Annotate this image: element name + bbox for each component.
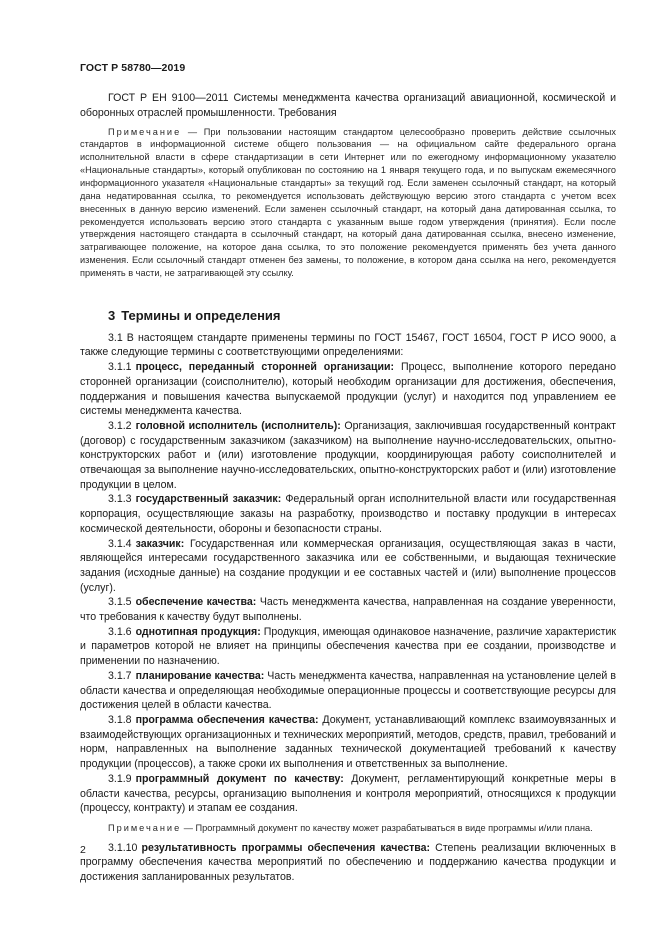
note-label: Примечание <box>108 126 182 137</box>
term-number: 3.1.9 <box>108 772 132 785</box>
term-entry <box>80 669 616 713</box>
term-entry <box>80 492 616 536</box>
term-definition: Процесс, выполнение которого передано сторонней организации (соисполнителю), который необходим организации для достижения, обеспечения, поддержания и повышения качества выпускаемой продукции (услуг) и находится под управлением ее системы менеджмента качества. <box>80 361 617 418</box>
term-number: 3.1.5 <box>108 596 132 609</box>
note-1 <box>80 126 616 280</box>
note-text: — При пользовании настоящим стандартом целесообразно проверить действие ссылочных стандартов в информационной системе общего пользования — на официальном сайте федерального органа исполнительной власти в сфере стандартизации в сети Интернет или по ежегодному информационному указателю «Национальные стандарты», который опубликован по состоянию на 1 января текущего года, и по выпускам ежемесячного информационного указателя «Национальные стандарты» за текущий год. Если заменен ссылочный стандарт, на который дана недатированная ссылка, то рекомендуется использовать действующую версию этого стандарта с учетом всех внесенных в данную версию изменений. Если заменен ссылочный стандарт, на который дана датированная ссылка, то рекомендуется использовать версию этого стандарта с указанным выше годом утверждения (принятия). Если после утверждения настоящего стандарта в ссылочный стандарт, на который дана датированная ссылка, внесено изменение, затрагивающее положение, на которое дана ссылка, то это положение рекомендуется применять без учета данного изменения. Если ссылочный стандарт отменен без замены, то положение, в котором дана ссылка на него, рекомендуется применять в части, не затрагивающей эту ссылку. <box>80 126 616 278</box>
term-definition: Часть менеджмента качества, направленная на создание уверенности, что требования к качеству будут выполнены. <box>80 596 616 624</box>
term-entry <box>80 360 616 419</box>
term-number: 3.1.2 <box>108 419 132 432</box>
terms-list <box>80 360 616 816</box>
term-name: обеспечение качества: <box>135 596 257 609</box>
section-intro: 3.1 В настоящем стандарте применены термины по ГОСТ 15467, ГОСТ 16504, ГОСТ Р ИСО 9000, а также следующие термины с соответствующими определениями: <box>80 331 616 359</box>
term-definition: Степень реализации включенных в программу обеспечения качества мероприятий по обеспечению и поддержанию качества продукции и достижения запланированных результатов. <box>80 841 617 884</box>
term-number: 3.1.3 <box>108 493 132 506</box>
term-name: планирование качества: <box>135 669 265 682</box>
term-3-1-10 <box>80 841 616 885</box>
term-name: государственный заказчик: <box>135 493 282 506</box>
section-number: 3 <box>108 307 116 323</box>
page-number: 2 <box>80 844 86 856</box>
note-2 <box>80 822 616 835</box>
term-definition: Продукция, имеющая одинаковое назначение, различие характеристик и параметров которой не влияет на принципы обеспечения качества при ее создании, производстве и применении по назначению. <box>80 625 616 668</box>
term-name: однотипная продукция: <box>135 625 261 638</box>
term-name: заказчик: <box>135 537 185 550</box>
term-entry <box>80 595 616 624</box>
term-definition: Федеральный орган исполнительной власти или государственная корпорация, осуществляющие заказы на разработку, производство и поставку продукции в интересах космической деятельности, обороны и безопасности страны. <box>80 493 616 535</box>
term-definition: Часть менеджмента качества, направленная на установление целей в области качества и определяющая необходимые операционные процессы и соответствующие ресурсы для достижения целей в области качества. <box>80 669 617 712</box>
term-number: 3.1.1 <box>108 361 132 374</box>
term-number: 3.1.6 <box>108 625 132 638</box>
term-definition: Государственная или коммерческая организация, осуществляющая заказ в части, являющейся интересами государственного заказчика или ее собственными, и выдающая технические задания (исходные данные) на создание продукции и ее составных частей и (или) выполнение процессов (услуг). <box>80 537 616 594</box>
term-entry <box>80 625 616 669</box>
term-number: 3.1.10 <box>108 841 138 854</box>
term-definition: Организация, заключившая государственный контракт (договор) с государственным заказчиком (заказчиком) на выполнение научно-исследовательских, опытно-конструкторских работ и (или) изготовление продукции, координирующая работу соисполнителей и отвечающая за выполнение научно-исследовательских, опытно-конструкторских работ и (или) изготовление продукции в целом. <box>80 419 616 491</box>
term-entry <box>80 713 616 772</box>
section-title: Термины и определения <box>121 307 281 323</box>
section-heading <box>80 308 616 323</box>
term-definition: Документ, регламентирующий конкретные меры в области качества, ресурсы, организацию выполнения и контроля мероприятий, относящихся к продукции (процессу, контракту) и этапам ее создания. <box>80 772 616 815</box>
term-name: программный документ по качеству: <box>135 772 344 785</box>
term-entry <box>80 772 616 816</box>
term-name: головной исполнитель (исполнитель): <box>135 419 341 432</box>
note-label: Примечание <box>108 822 182 833</box>
term-name: программа обеспечения качества: <box>135 714 319 726</box>
term-definition: Документ, устанавливающий комплекс взаимоувязанных и взаимодействующих организационных и технических мероприятий, методов, средств, правил, требований и норм, направленных на выполнение заданных технической документацией требований к качеству продукции (процессов), а также сроки их выполнения и ответственных за выполнение. <box>80 714 616 771</box>
term-entry <box>80 419 616 493</box>
document-code: ГОСТ Р 58780—2019 <box>80 62 186 74</box>
term-name: процесс, переданный сторонней организации: <box>135 361 395 374</box>
normative-reference: ГОСТ Р ЕН 9100—2011 Системы менеджмента качества организаций авиационной, космической и оборонных отраслей промышленности. Требования <box>80 92 616 119</box>
term-entry <box>80 537 616 596</box>
term-number: 3.1.4 <box>108 537 132 550</box>
term-number: 3.1.8 <box>108 714 132 726</box>
note-text: — Программный документ по качеству может разрабатываться в виде программы и/или плана. <box>181 822 593 833</box>
term-number: 3.1.7 <box>108 669 132 682</box>
term-name: результативность программы обеспечения качества: <box>141 841 431 854</box>
document-body <box>80 91 616 885</box>
